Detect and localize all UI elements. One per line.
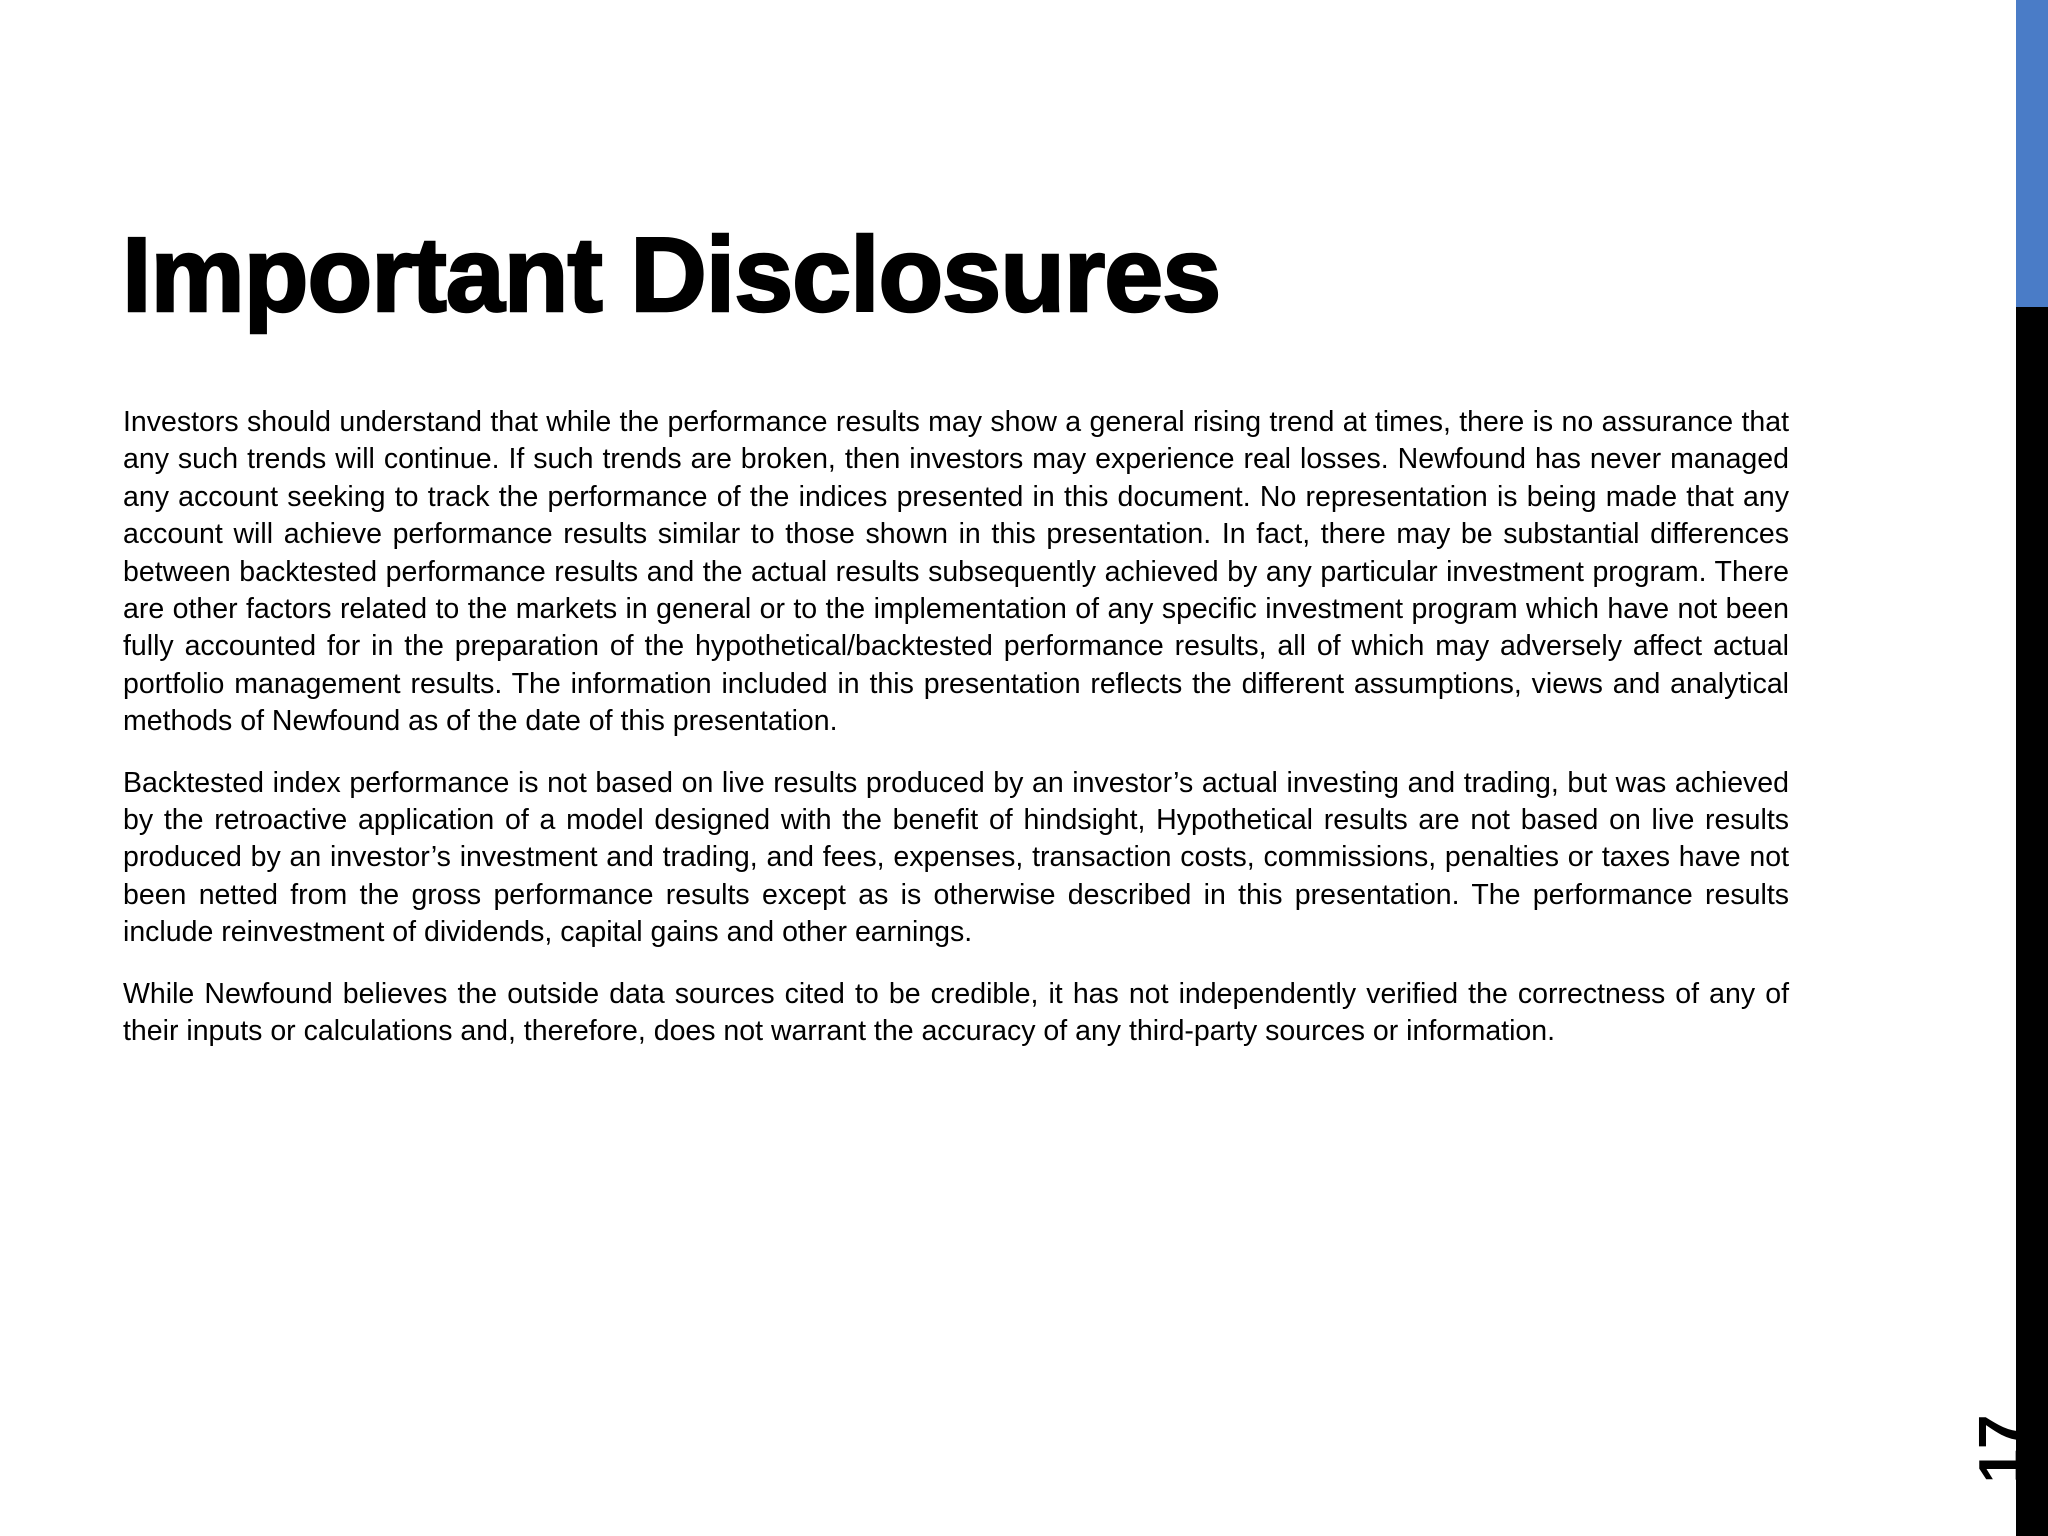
disclosure-paragraph: Investors should understand that while the performance results may show a general rising trend at times, there is no assurance that any such trends will continue. If such trends are broken, then investors may experience real losses. Newfound has never managed any account seeking to track the performance of the indices presented in this document. No representation is being made that any account will achieve performance results similar to those shown in this presentation. In fact, there may be substantial differences between backtested performance results and the actual results subsequently achieved by any particular investment program. There are other factors related to the markets in general or to the implementation of any specific investment program which have not been fully accounted for in the preparation of the hypothetical/backtested performance results, all of which may adversely affect actual portfolio management results. The information included in this presentation reflects the different assumptions, views and analytical methods of Newfound as of the date of this presentation. bbox=[123, 406, 1789, 738]
disclosure-paragraph: While Newfound believes the outside data sources cited to be credible, it has not independently verified the correctness of any of their inputs or calculations and, therefore, does not warrant the accuracy of any third-party sources or information. bbox=[123, 977, 1789, 1048]
side-accent-bar bbox=[2016, 0, 2048, 307]
page-number: 17 bbox=[1966, 1414, 2036, 1484]
disclosure-paragraph: Backtested index performance is not based on live results produced by an investor’s actual investing and trading, but was achieved by the retroactive application of a model designed with the benefit of hindsight, Hypothetical results are not based on live results produced by an investor’s investment and trading, and fees, expenses, transaction costs, commissions, penalties or taxes have not been netted from the gross performance results except as is otherwise described in this presentation. The performance results include reinvestment of dividends, capital gains and other earnings. bbox=[123, 766, 1789, 949]
page-title: Important Disclosures bbox=[122, 216, 1221, 334]
disclosure-body bbox=[123, 404, 1789, 1075]
